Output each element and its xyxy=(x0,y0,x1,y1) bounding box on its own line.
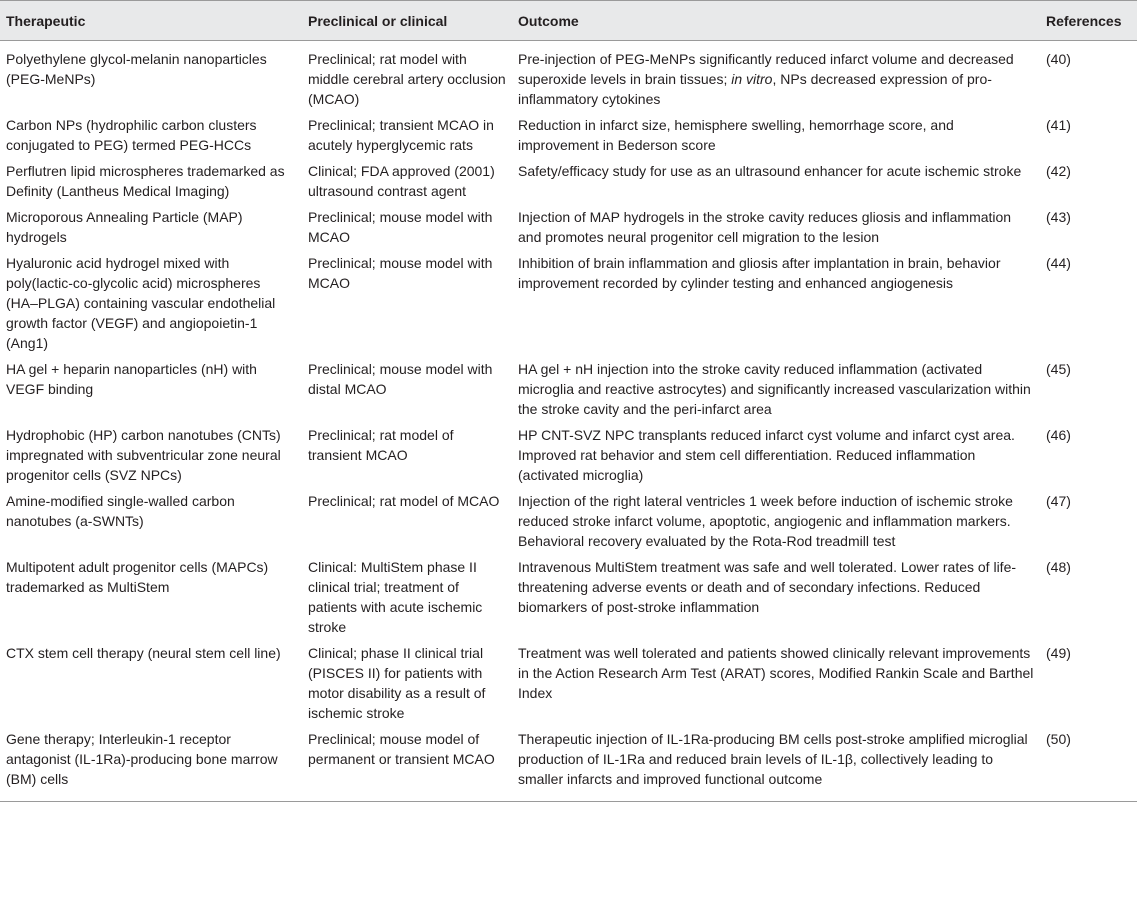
cell-therapeutic: Microporous Annealing Particle (MAP) hydrogels xyxy=(6,209,243,245)
table-row xyxy=(0,158,1137,204)
cell-outcome: Intravenous MultiStem treatment was safe and well tolerated. Lower rates of life-threatening adverse events or death and of secondary infections. Reduced biomarkers of post-stroke inflammation xyxy=(518,559,1017,615)
cell-phase: Preclinical; mouse model with distal MCAO xyxy=(308,361,493,397)
cell-outcome: HA gel + nH injection into the stroke cavity reduced inflammation (activated microglia and reactive astrocytes) and significantly increased vascularization within the stroke cavity and the peri-infarct area xyxy=(518,361,1031,417)
cell-phase: Preclinical; transient MCAO in acutely hyperglycemic rats xyxy=(308,117,494,153)
cell-therapeutic: Gene therapy; Interleukin-1 receptor antagonist (IL-1Ra)-producing bone marrow (BM) cells xyxy=(6,731,278,787)
header-row xyxy=(0,1,1137,41)
cell-reference: (45) xyxy=(1046,361,1071,377)
table-row xyxy=(0,726,1137,802)
outcome-text: Pre-injection of PEG-MeNPs significantly reduced infarct volume and decreased superoxide levels in brain tissues; xyxy=(518,51,1014,87)
cell-reference: (41) xyxy=(1046,117,1071,133)
cell-phase: Preclinical; rat model with middle cerebral artery occlusion (MCAO) xyxy=(308,51,506,107)
header-outcome: Outcome xyxy=(518,13,579,29)
cell-outcome: HP CNT-SVZ NPC transplants reduced infarct cyst volume and infarct cyst area. Improved rat behavior and stem cell differentiation. Reduced inflammation (activated microglia) xyxy=(518,427,1015,483)
cell-reference: (40) xyxy=(1046,51,1071,67)
cell-reference: (44) xyxy=(1046,255,1071,271)
cell-reference: (46) xyxy=(1046,427,1071,443)
table-row xyxy=(0,204,1137,250)
cell-phase: Clinical; FDA approved (2001) ultrasound contrast agent xyxy=(308,163,495,199)
table-row xyxy=(0,356,1137,422)
cell-therapeutic: HA gel + heparin nanoparticles (nH) with VEGF binding xyxy=(6,361,257,397)
header-therapeutic: Therapeutic xyxy=(6,13,86,29)
cell-outcome: Therapeutic injection of IL-1Ra-producing BM cells post-stroke amplified microglial production of IL-1Ra and reduced brain levels of IL-1β, collectively leading to smaller infarcts and improved functional outcome xyxy=(518,731,1028,787)
cell-phase: Clinical: MultiStem phase II clinical trial; treatment of patients with acute ischemic stroke xyxy=(308,559,483,635)
cell-phase: Preclinical; rat model of transient MCAO xyxy=(308,427,454,463)
cell-reference: (48) xyxy=(1046,559,1071,575)
table-row xyxy=(0,640,1137,726)
table-row xyxy=(0,554,1137,640)
table-header xyxy=(0,1,1137,41)
cell-outcome: Safety/efficacy study for use as an ultrasound enhancer for acute ischemic stroke xyxy=(518,163,1022,179)
cell-reference: (42) xyxy=(1046,163,1071,179)
cell-reference: (49) xyxy=(1046,645,1071,661)
cell-phase: Preclinical; mouse model with MCAO xyxy=(308,255,493,291)
cell-reference: (47) xyxy=(1046,493,1071,509)
cell-reference: (50) xyxy=(1046,731,1071,747)
cell-phase: Preclinical; rat model of MCAO xyxy=(308,493,500,509)
cell-outcome: Injection of the right lateral ventricles 1 week before induction of ischemic stroke reduced stroke infarct volume, apoptotic, angiogenic and inflammation markers. Behavioral recovery evaluated by the Rota-Rod treadmill test xyxy=(518,493,1013,549)
header-phase: Preclinical or clinical xyxy=(308,13,448,29)
cell-therapeutic: Amine-modified single-walled carbon nanotubes (a-SWNTs) xyxy=(6,493,235,529)
table-body xyxy=(0,41,1137,802)
cell-therapeutic: CTX stem cell therapy (neural stem cell line) xyxy=(6,645,281,661)
cell-therapeutic: Hyaluronic acid hydrogel mixed with poly(lactic-co-glycolic acid) microspheres (HA–PLGA) containing vascular endothelial growth factor (VEGF) and angiopoietin-1 (Ang1) xyxy=(6,255,276,351)
table-row xyxy=(0,422,1137,488)
cell-outcome: Inhibition of brain inflammation and gliosis after implantation in brain, behavior improvement recorded by cylinder testing and enhanced angiogenesis xyxy=(518,255,1001,291)
cell-reference: (43) xyxy=(1046,209,1071,225)
cell-outcome: Injection of MAP hydrogels in the stroke cavity reduces gliosis and inflammation and promotes neural progenitor cell migration to the lesion xyxy=(518,209,1012,245)
cell-phase: Preclinical; mouse model of permanent or transient MCAO xyxy=(308,731,495,767)
table-row xyxy=(0,488,1137,554)
cell-outcome: Reduction in infarct size, hemisphere swelling, hemorrhage score, and improvement in Bederson score xyxy=(518,117,954,153)
cell-outcome: Treatment was well tolerated and patients showed clinically relevant improvements in the Action Research Arm Test (ARAT) scores, Modified Rankin Scale and Barthel Index xyxy=(518,645,1034,701)
header-references: References xyxy=(1046,13,1122,29)
table-row xyxy=(0,112,1137,158)
cell-phase: Clinical; phase II clinical trial (PISCES II) for patients with motor disability as a result of ischemic stroke xyxy=(308,645,486,721)
cell-therapeutic: Hydrophobic (HP) carbon nanotubes (CNTs) impregnated with subventricular zone neural progenitor cells (SVZ NPCs) xyxy=(6,427,281,483)
cell-outcome xyxy=(512,41,1040,113)
table-row xyxy=(0,41,1137,113)
table-row xyxy=(0,250,1137,356)
cell-phase: Preclinical; mouse model with MCAO xyxy=(308,209,493,245)
cell-therapeutic: Polyethylene glycol-melanin nanoparticles (PEG-MeNPs) xyxy=(6,51,267,87)
cell-therapeutic: Multipotent adult progenitor cells (MAPCs) trademarked as MultiStem xyxy=(6,559,269,595)
outcome-text-end: , NPs decreased expression of pro-inflammatory cytokines xyxy=(518,71,992,107)
outcome-italic-text: in vitro xyxy=(731,71,773,87)
cell-therapeutic: Carbon NPs (hydrophilic carbon clusters conjugated to PEG) termed PEG-HCCs xyxy=(6,117,257,153)
cell-therapeutic: Perflutren lipid microspheres trademarked as Definity (Lantheus Medical Imaging) xyxy=(6,163,285,199)
